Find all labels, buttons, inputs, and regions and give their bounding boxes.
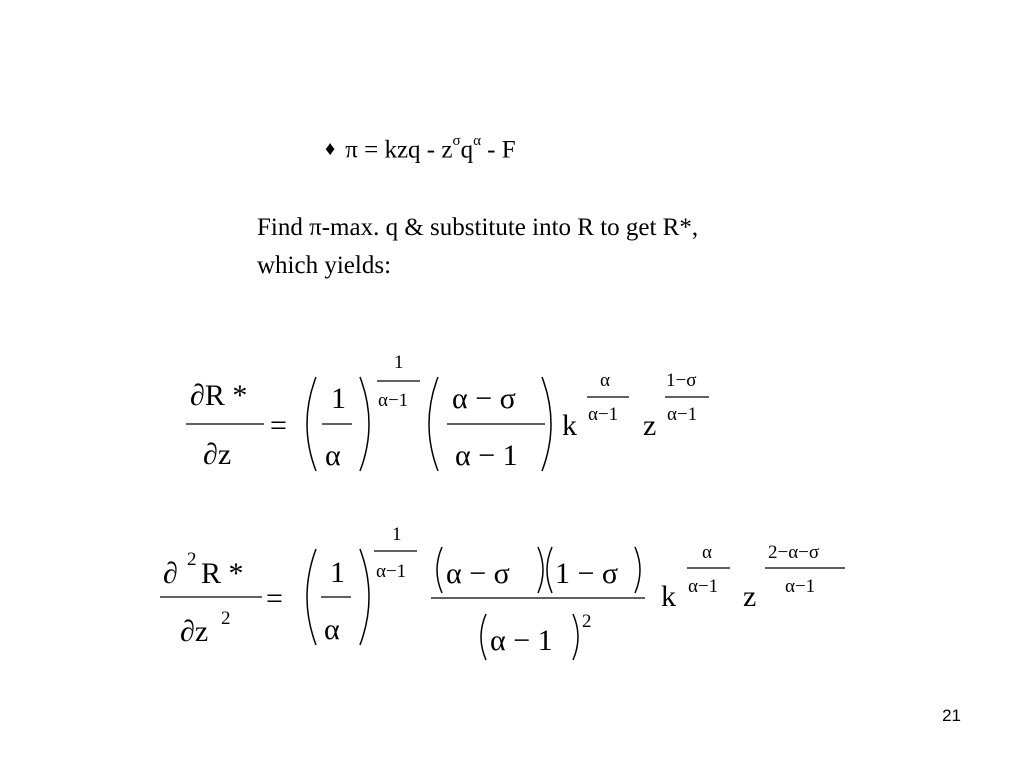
- body-line-2: which yields:: [257, 252, 392, 279]
- diamond-bullet-icon: ♦: [325, 138, 336, 161]
- eq1-lhs-denominator: ∂z: [203, 438, 232, 471]
- eq2-frac1-numerator: 1: [330, 556, 345, 589]
- sigma-exponent: σ: [452, 133, 461, 149]
- eq1-z-exp-denominator: α−1: [667, 404, 698, 425]
- alpha-exponent: α: [473, 133, 481, 149]
- eq2-z-exp-denominator: α−1: [785, 576, 816, 597]
- slide-number: 21: [942, 706, 961, 725]
- eq2-z: z: [743, 580, 757, 613]
- eq2-lhs-den-power: 2: [221, 608, 231, 629]
- eq2-lhs-denominator: ∂z: [180, 615, 209, 648]
- body-line-1: Find π-max. q & substitute into R to get R*,: [257, 214, 699, 241]
- eq2-lhs-r-star: R *: [201, 557, 244, 590]
- eq1-z: z: [643, 409, 657, 442]
- eq2-den-right-paren: [573, 614, 578, 660]
- equation-2: [160, 524, 845, 660]
- eq2-k-exp-numerator: α: [702, 542, 712, 563]
- eq1-left-paren-2: [429, 377, 438, 471]
- eq2-num-right-paren-2: [635, 547, 640, 593]
- eq2-den-power: 2: [582, 611, 592, 632]
- eq2-den-part: α − 1: [490, 624, 553, 657]
- eq2-lhs-partial: ∂: [163, 557, 178, 590]
- eq1-k-exp-numerator: α: [600, 370, 610, 391]
- equation-1: [186, 352, 709, 472]
- eq2-frac1-denominator: α: [324, 613, 340, 646]
- eq1-lhs-numerator: ∂R *: [190, 379, 248, 412]
- eq1-exp1-denominator: α−1: [378, 390, 409, 411]
- eq1-frac1-denominator: α: [325, 439, 341, 472]
- eq2-equals: =: [266, 582, 283, 615]
- eq2-exp1-numerator: 1: [392, 524, 402, 545]
- eq2-left-paren-1: [307, 549, 316, 645]
- eq2-k: k: [661, 580, 676, 613]
- eq2-num-part1: α − σ: [446, 557, 510, 590]
- eq2-right-paren-1: [360, 549, 369, 645]
- eq2-exp1-denominator: α−1: [376, 561, 407, 582]
- eq2-z-exp-numerator: 2−α−σ: [768, 542, 820, 563]
- eq1-frac1-numerator: 1: [331, 382, 346, 415]
- eq2-num-part2: 1 − σ: [555, 557, 619, 590]
- eq1-frac2-numerator: α − σ: [452, 382, 516, 415]
- equation-lhs: π = kzq - z: [345, 136, 453, 164]
- eq2-num-right-paren-1: [538, 547, 543, 593]
- equation-rhs: - F: [480, 136, 516, 164]
- eq1-k-exp-denominator: α−1: [588, 404, 619, 425]
- eq1-equals: =: [270, 409, 287, 442]
- eq1-k: k: [562, 409, 577, 442]
- eq2-lhs-num-power: 2: [187, 549, 197, 570]
- eq1-left-paren-1: [307, 377, 316, 471]
- eq2-k-exp-denominator: α−1: [688, 576, 719, 597]
- eq1-right-paren-1: [360, 377, 369, 471]
- eq2-num-left-paren-1: [437, 547, 442, 593]
- eq2-den-left-paren: [481, 614, 486, 660]
- eq1-frac2-denominator: α − 1: [455, 439, 518, 472]
- equation-mid: q: [460, 136, 474, 164]
- eq1-exp1-numerator: 1: [394, 352, 404, 373]
- eq1-z-exp-numerator: 1−σ: [666, 370, 697, 391]
- eq2-num-left-paren-2: [547, 547, 552, 593]
